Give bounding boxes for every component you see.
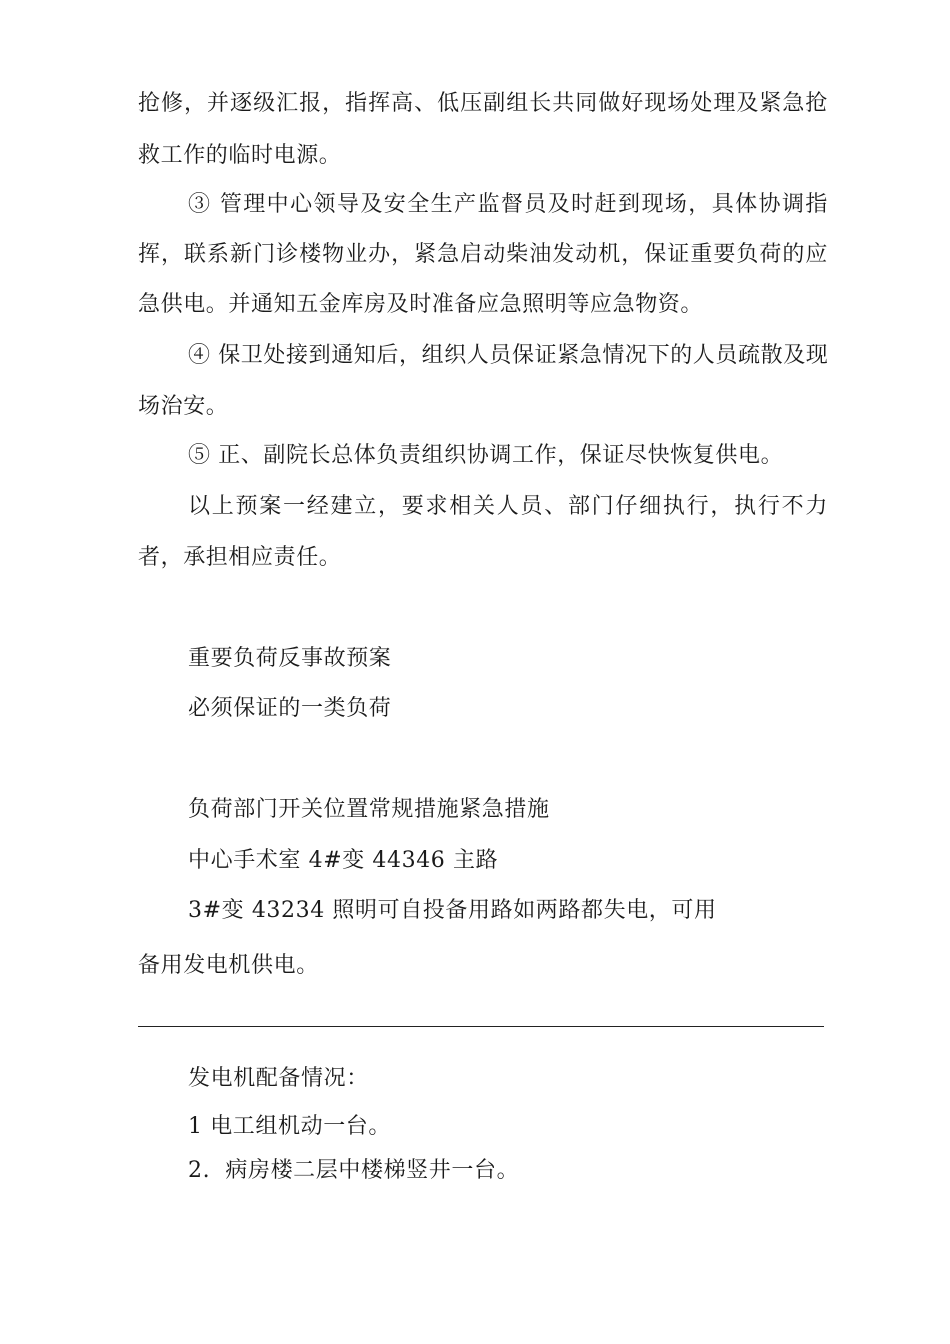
horizontal-divider [138, 1026, 824, 1027]
section-heading: 重要负荷反事故预案 [188, 646, 392, 671]
paragraph-line: 场治安。 [138, 394, 229, 419]
paragraph-line: 急供电。并通知五金库房及时准备应急照明等应急物资。 [138, 292, 704, 317]
list-item: 1 电工组机动一台。 [188, 1114, 391, 1139]
table-header-text: 负荷部门开关位置常规措施紧急措施 [188, 797, 550, 822]
paragraph-line: 挥，联系新门诊楼物业办，紧急启动柴油发动机，保证重要负荷的应 [138, 242, 828, 267]
paragraph-line: 以上预案一经建立，要求相关人员、部门仔细执行，执行不力 [188, 494, 828, 519]
list-item: 2. 病房楼二层中楼梯竖井一台。 [188, 1158, 520, 1183]
table-row-text: 3#变 43234 照明可自投备用路如两路都失电，可用 [188, 898, 717, 923]
paragraph-line: ⑤ 正、副院长总体负责组织协调工作，保证尽快恢复供电。 [188, 443, 784, 468]
section-heading: 发电机配备情况： [188, 1066, 369, 1091]
paragraph-line: ④ 保卫处接到通知后，组织人员保证紧急情况下的人员疏散及现 [188, 343, 829, 368]
paragraph-line: 者，承担相应责任。 [138, 545, 342, 570]
paragraph-line: 救工作的临时电源。 [138, 143, 342, 168]
paragraph-line: 抢修，并逐级汇报，指挥高、低压副组长共同做好现场处理及紧急抢 [138, 91, 828, 116]
table-row-text: 中心手术室 4#变 44346 主路 [188, 848, 499, 873]
paragraph-line: ③ 管理中心领导及安全生产监督员及时赶到现场，具体协调指 [188, 192, 828, 217]
table-row-text: 备用发电机供电。 [138, 953, 319, 978]
section-subheading: 必须保证的一类负荷 [188, 696, 392, 721]
